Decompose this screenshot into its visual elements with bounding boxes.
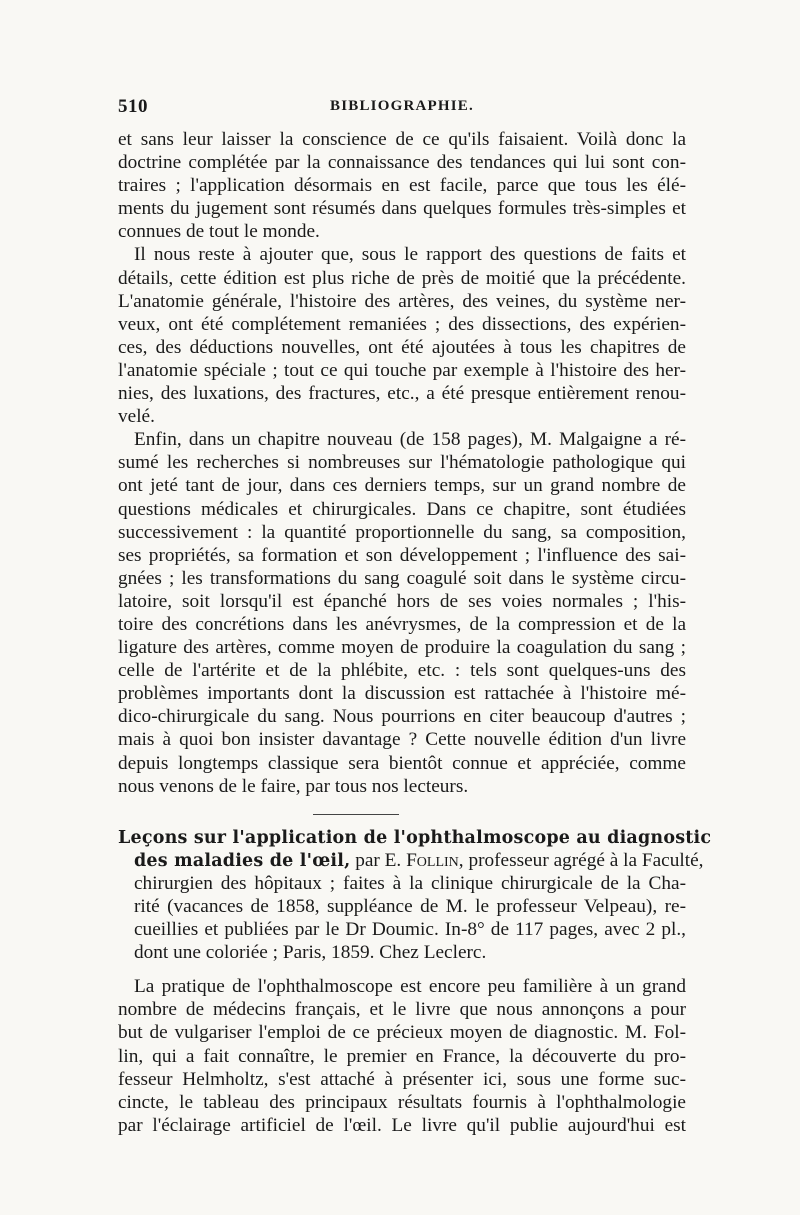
text-line: cincte, le tableau des principaux résultats fournis à l'ophthalmologie	[118, 1091, 686, 1113]
text-line: par l'éclairage artificiel de l'œil. Le livre qu'il publie aujourd'hui est	[118, 1114, 686, 1136]
text-line: La pratique de l'ophthalmoscope est encore peu familière à un grand	[134, 976, 686, 998]
review-line: chirurgien des hôpitaux ; faites à la clinique chirurgicale de la Cha-	[134, 872, 686, 894]
review-line: rité (vacances de 1858, suppléance de M. le professeur Velpeau), re-	[134, 896, 686, 917]
text-line: sumé les recherches si nombreuses sur l'hématologie pathologique qui	[118, 452, 686, 474]
text-line: veux, ont été complétement remaniées ; des dissections, des expérien-	[118, 313, 686, 335]
review-par: par E.	[355, 849, 402, 871]
text-line: dico-chirurgicale du sang. Nous pourrions en citer beaucoup d'autres ;	[118, 706, 686, 728]
text-line: l'anatomie spéciale ; tout ce qui touche par exemple à l'histoire des her-	[118, 359, 686, 381]
text-line: successivement : la quantité proportionnelle du sang, sa composition,	[118, 521, 686, 543]
page-number: 510	[118, 96, 148, 117]
text-line: latoire, soit lorsqu'il est épanché hors de ses voies normales ; l'his-	[118, 590, 686, 612]
page-header	[118, 96, 686, 122]
review-title-line	[118, 826, 712, 849]
text-line: toire des concrétions dans les anévrysmes, de la compression et de la	[118, 613, 686, 635]
text-line: L'anatomie générale, l'histoire des artères, des veines, du système ner-	[118, 290, 686, 312]
text-line: ces, des déductions nouvelles, ont été ajoutées à tous les chapitres de	[118, 336, 686, 358]
running-head: BIBLIOGRAPHIE.	[330, 98, 474, 114]
text-line: ligature des artères, comme moyen de produire la coagulation du sang ;	[118, 637, 686, 659]
section-divider	[118, 798, 686, 826]
text-line: but de vulgariser l'emploi de ce précieux moyen de diagnostic. M. Fol-	[118, 1022, 686, 1044]
text-line: velé.	[118, 406, 155, 428]
text-line: ont jeté tant de jour, dans ces derniers temps, sur un grand nombre de	[118, 475, 686, 497]
text-line: fesseur Helmholtz, s'est attaché à présenter ici, sous une forme suc-	[118, 1068, 686, 1090]
paragraph-4	[118, 975, 686, 1137]
text-line: ments du jugement sont résumés dans quelques formules très-simples et	[118, 198, 686, 220]
paragraph-3	[118, 428, 686, 798]
text-line: traires ; l'application désormais en est facile, parce que tous les élé-	[118, 175, 686, 197]
review-line: cueillies et publiées par le Dr Doumic. In-8° de 117 pages, avec 2 pl.,	[134, 919, 686, 941]
text-line: doctrine complétée par la connaissance des tendances qui lui sont con-	[118, 152, 686, 174]
text-line: détails, cette édition est plus riche de près de moitié que la précédente.	[118, 267, 686, 289]
text-line: mais à quoi bon insister davantage ? Cette nouvelle édition d'un livre	[118, 729, 686, 751]
review-entry	[118, 826, 712, 965]
text-line: nies, des luxations, des fractures, etc., a été presque entièrement renou-	[118, 383, 686, 405]
text-line: nous venons de le faire, par tous nos lecteurs.	[118, 775, 469, 797]
text-line: nombre de médecins français, et le livre que nous annonçons a pour	[118, 999, 686, 1021]
paragraph-1	[118, 128, 686, 243]
text-line: connues de tout le monde.	[118, 221, 320, 243]
review-title-line	[118, 849, 704, 872]
review-author: Follin,	[406, 849, 464, 871]
review-title: Leçons sur l'application de l'ophthalmoscope au diagnostic	[118, 827, 712, 848]
text-line: depuis longtemps classique sera bientôt connue et appréciée, comme	[118, 752, 686, 774]
text-line: et sans leur laisser la conscience de ce qu'ils faisaient. Voilà donc la	[118, 129, 686, 150]
text-line: Il nous reste à ajouter que, sous le rapport des questions de faits et	[134, 244, 686, 266]
text-line: gnées ; les transformations du sang coagulé soit dans le système circu-	[118, 567, 686, 589]
paragraph-2	[118, 243, 686, 428]
text-line: lin, qui a fait connaître, le premier en France, la découverte du pro-	[118, 1045, 686, 1067]
review-author-desc: professeur agrégé à la Faculté,	[468, 849, 704, 871]
review-title-cont: des maladies de l'œil,	[134, 850, 351, 871]
body-text	[118, 128, 712, 1137]
text-line: problèmes importants dont la discussion est rattachée à l'histoire mé-	[118, 683, 686, 705]
separator-rule	[313, 814, 399, 815]
text-line: ses propriétés, sa formation et son développement ; l'influence des sai-	[118, 544, 686, 566]
text-line: celle de l'artérite et de la phlébite, etc. : tels sont quelques-uns des	[118, 660, 686, 682]
text-line: Enfin, dans un chapitre nouveau (de 158 pages), M. Malgaigne a ré-	[134, 429, 686, 451]
review-line: dont une coloriée ; Paris, 1859. Chez Leclerc.	[134, 942, 487, 964]
text-line: questions médicales et chirurgicales. Dans ce chapitre, sont étudiées	[118, 498, 686, 520]
